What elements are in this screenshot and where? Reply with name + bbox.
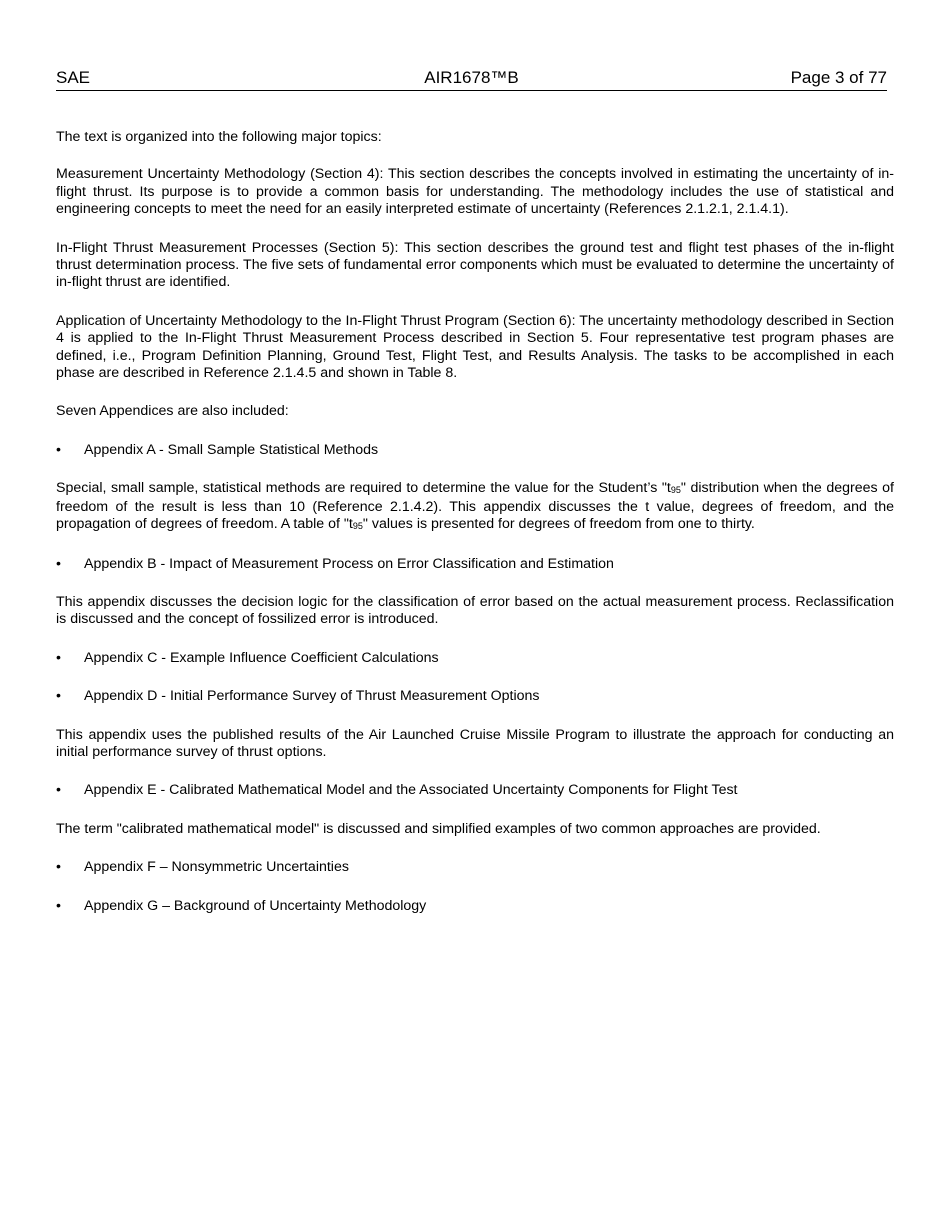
appendix-d-title: Appendix D - Initial Performance Survey of Thrust Measurement Options — [84, 688, 540, 705]
header-document-id: AIR1678™B — [424, 68, 519, 87]
appendix-b-description: This appendix discusses the decision logic for the classification of error based on the actual measurement process. Reclassification is discussed and the concept of fossilized error is introduced. — [56, 593, 894, 628]
t95-subscript: 95 — [670, 485, 681, 496]
topic-paragraph-methodology: Measurement Uncertainty Methodology (Section 4): This section describes the concepts involved in estimating the uncertainty of in-flight thrust. Its purpose is to provide a common basis for understanding. The methodology includes the use of statistical and engineering concepts to meet the need for an easily interpreted estimate of uncertainty (References 2.1.2.1, 2.1.4.1). — [56, 166, 894, 218]
document-body — [56, 129, 894, 915]
bullet-icon: • — [56, 649, 61, 666]
bullet-icon: • — [56, 897, 61, 914]
bullet-appendix-a — [56, 442, 894, 459]
appendix-a-desc-part-3: " values is presented for degrees of freedom from one to thirty. — [362, 516, 755, 533]
bullet-icon: • — [56, 555, 61, 572]
bullet-appendix-c — [56, 650, 894, 667]
appendix-a-desc-part-1: Special, small sample, statistical methods are required to determine the value for the Student’s "t — [56, 480, 671, 497]
topic-paragraph-processes: In-Flight Thrust Measurement Processes (Section 5): This section describes the ground test and flight test phases of the in-flight thrust determination process. The five sets of fundamental error components which must be evaluated to determine the uncertainty of in-flight thrust are identified. — [56, 239, 894, 291]
bullet-appendix-b — [56, 556, 894, 573]
appendix-a-description — [56, 480, 894, 534]
header-org: SAE — [56, 68, 91, 87]
bullet-appendix-d — [56, 688, 894, 705]
appendix-g-title: Appendix G – Background of Uncertainty Methodology — [84, 897, 427, 914]
bullet-icon: • — [56, 782, 61, 799]
header-page-number: Page 3 of 77 — [790, 68, 887, 87]
appendix-a-title: Appendix A - Small Sample Statistical Methods — [84, 441, 379, 458]
t95-subscript: 95 — [352, 521, 363, 532]
intro-paragraph: The text is organized into the following major topics: — [56, 129, 382, 145]
bullet-icon: • — [56, 859, 61, 876]
bullet-icon: • — [56, 688, 61, 705]
bullet-icon: • — [56, 441, 61, 458]
page-header — [56, 68, 887, 91]
appendix-d-description: This appendix uses the published results of the Air Launched Cruise Missile Program to illustrate the approach for conducting an initial performance survey of thrust options. — [56, 726, 894, 760]
appendix-b-title: Appendix B - Impact of Measurement Process on Error Classification and Estimation — [84, 555, 614, 572]
appendices-intro: Seven Appendices are also included: — [56, 403, 289, 420]
bullet-appendix-g — [56, 898, 894, 915]
appendix-e-description: The term "calibrated mathematical model" is discussed and simplified examples of two common approaches are provided. — [56, 820, 821, 837]
appendix-f-title: Appendix F – Nonsymmetric Uncertainties — [84, 859, 349, 876]
appendix-c-title: Appendix C - Example Influence Coefficient Calculations — [84, 649, 439, 666]
topic-paragraph-application: Application of Uncertainty Methodology to the In-Flight Thrust Program (Section 6): The uncertainty methodology described in Section 4 is applied to the In-Flight Thrust Measurement Process described in Section 5. Four representative test program phases are defined, i.e., Program Definition Planning, Ground Test, Flight Test, and Results Analysis. The tasks to be accomplished in each phase are described in Reference 2.1.4.5 and shown in Table 8. — [56, 312, 894, 382]
bullet-appendix-f — [56, 859, 894, 876]
appendix-a-desc-part-2: " distribution when the degrees of freedom of the result is less than 10 (Reference 2.1.4.2). This appendix discusses the t value, degrees of freedom, and the propagation of degrees of freedom. A table of "t — [56, 480, 894, 533]
appendix-e-title: Appendix E - Calibrated Mathematical Model and the Associated Uncertainty Components for Flight Test — [84, 782, 738, 799]
bullet-appendix-e — [56, 782, 894, 799]
